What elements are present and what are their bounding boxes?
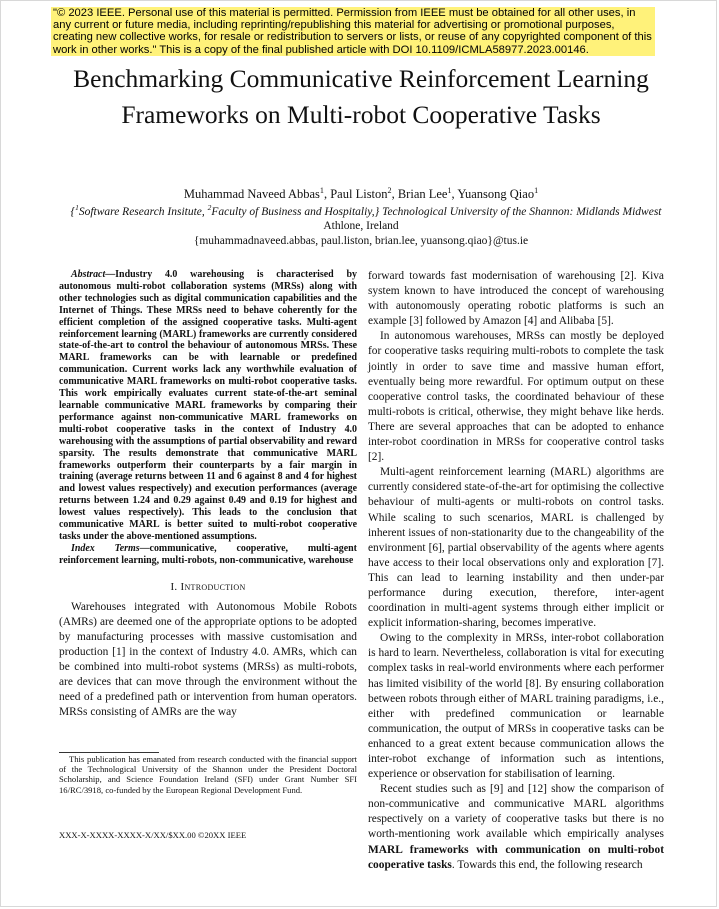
section-title: Introduction [180, 580, 246, 593]
author-name: Brian Lee [397, 187, 448, 201]
affiliation-brace-open: { [70, 206, 76, 218]
author-separator: , [391, 187, 398, 201]
body-paragraph: In autonomous warehouses, MRSs can mostly be deployed for cooperative tasks requiring multi-robots to complete the task jointly in order to save time and massive human effort, eventually being more rewardful. For optimum output on these cooperative control tasks, the coordinated behaviour of these multi-robots is critical, otherwise, they might behave like herds. There are several approaches that can be adopted to enhance inter-robot coordination in MRSs for cooperative control tasks [2]. [368, 330, 664, 464]
body-paragraph: Multi-agent reinforcement learning (MARL) algorithms are currently considered state-of-the-art for optimising the collective behaviour of multi-agents or multi-robots on control tasks. While scaling to such scenarios, MARL is challenged by inherent issues of non-stationarity due to the changeability of the environment [6], partial observability of the agents where agents have access to their local observations only and exploration [7]. This can lead to learning instability and then under-par performance during execution, therefore, inter-agent coordination in multi-agent systems through either implicit or explicit information-sharing, becomes imperative. [368, 466, 664, 630]
isbn-line: XXX-X-XXXX-XXXX-X/XX/$XX.00 ©20XX IEEE [59, 830, 247, 840]
affiliation-org: Software Research Insitute, [78, 206, 208, 218]
body-paragraph: forward towards fast modernisation of warehousing [2]. Kiva system known to have introduced the concept of warehousing with autonomously operating robotic platforms is such an example [3] followed by Amazon [4] and Alibaba [5]. [368, 270, 664, 328]
index-terms-text: —communicative, cooperative, multi-agent reinforcement learning, multi-robots, non-communicative, warehouse [59, 542, 357, 566]
footnote-rule [59, 752, 159, 753]
affiliation-institution: } Technological University of the Shannon: Midlands Midwest [374, 206, 662, 218]
author-separator: , [451, 187, 458, 201]
index-terms-label: Index Terms [71, 542, 140, 554]
section-heading [59, 581, 357, 593]
copyright-notice: "© 2023 IEEE. Personal use of this material is permitted. Permission from IEEE must be obtained for all other uses, in any current or future media, including reprinting/republishing this material for advertising or promotional purposes, creating new collective works, for resale or redistribution to servers or lists, or reuse of any copyrighted component of this work in other works." This is a copy of the final published article with DOI 10.1109/ICMLA58977.2023.00146. [51, 7, 655, 56]
author-name: Yuansong Qiao [457, 187, 535, 201]
author-mark: 1 [534, 185, 539, 195]
email-list: {muhammadnaveed.abbas, paul.liston, brian.lee, yuansong.qiao}@tus.ie [193, 235, 529, 247]
abstract-label: Abstract [71, 269, 106, 280]
abstract [59, 269, 357, 567]
author-mark: 1 [319, 185, 324, 195]
author-mark: 1 [447, 185, 452, 195]
author-mark: 2 [387, 185, 392, 195]
index-terms [59, 543, 357, 567]
affiliation [41, 205, 691, 219]
author-name: Muhammad Naveed Abbas [183, 187, 320, 201]
affiliation-mark: 2 [207, 203, 212, 213]
footnote: This publication has emanated from research conducted with the financial support of the Technological University of the Shannon under the President Doctoral Scholarship, and Science Foundation Ireland (SFI) under Grant Number SFI 16/RC/3918, co-funded by the European Regional Development Fund. [59, 754, 357, 795]
paragraph-text: . Towards this end, the following research [451, 858, 643, 871]
affiliation-mark: 1 [75, 203, 79, 213]
paragraph-text: Recent studies such as [9] and [12] show the comparison of non-communicative and communicative MARL algorithms respectively on a variety of cooperative tasks but there is no worth-mentioning work available which empirically analyses [368, 783, 664, 841]
section-number: I. [170, 580, 178, 593]
body-paragraph: Owing to the complexity in MRSs, inter-robot collaboration is hard to learn. Nevertheless, collaboration is vital for executing complex tasks in real-world environments where each performer has limited visibility of the world [8]. By ensuring collaboration between robots through either of MARL training paradigms, i.e., either with predefined communication or learnable communication, the output of MRSs in cooperative tasks can be enhanced to a great extent because communication allows the inter-robot exchange of information such as intentions, experience or observation for stabilisation of learning. [368, 632, 664, 781]
author-name: Paul Liston [330, 187, 388, 201]
affiliation-org: Faculty of Business and Hospitaliy, [211, 206, 375, 218]
body-paragraph [368, 782, 664, 873]
author-separator: , [323, 187, 331, 201]
intro-paragraph: Warehouses integrated with Autonomous Mobile Robots (AMRs) are deemed one of the appropriate options to be adopted by manufacturing processes with massive customisation and production [1] in the context of Industry 4.0. AMRs, which can be combined into multi-robot systems (MRSs) as multi-robots, are devices that can move through the environment without the need of a predefined path or intervention from human operators. MRSs consisting of AMRs are the way [59, 600, 357, 719]
emphasis-text: MARL frameworks with communication on multi-robot cooperative tasks [368, 843, 664, 871]
location: Athlone, Ireland [323, 220, 399, 232]
paper-title: Benchmarking Communicative Reinforcement Learning Frameworks on Multi-robot Cooperative Tasks [73, 64, 649, 129]
abstract-text: —Industry 4.0 warehousing is characterised by autonomous multi-robot collaboration systems (MRSs) along with other technologies such as digital communication capabilities and the Internet of Things. These MRSs need to behave coherently for the efficient completion of the assigned cooperative tasks. Multi-agent reinforcement learning (MARL) frameworks are currently considered state-of-the-art to control the behaviour of autonomous MRSs. These MARL frameworks can be with learnable or predefined communication. Current works lack any worthwhile evaluation of communicative MARL frameworks on multi-robot cooperative tasks. This work empirically evaluates current state-of-the-art seminal learnable communicative MARL frameworks by comparing their performance against non-communicative MARL frameworks on multi-robot cooperative tasks in the context of Industry 4.0 warehousing with the assumptions of partial observability and reward sparsity. The results demonstrate that communicative MARL frameworks outperform their counterparts by a fair margin in training (average returns between 11 and 6 against 8 and 4 for highest and lowest values respectively) and execution performances (average returns between 1.24 and 0.29 against 0.49 and 0.19 for highest and lowest values respectively). This leads to the conclusion that communicative MARL is better suited to multi-robot cooperative tasks under the above-mentioned assumptions. [59, 269, 357, 542]
author-list [41, 187, 681, 202]
left-column [59, 269, 357, 720]
right-column [368, 269, 664, 873]
